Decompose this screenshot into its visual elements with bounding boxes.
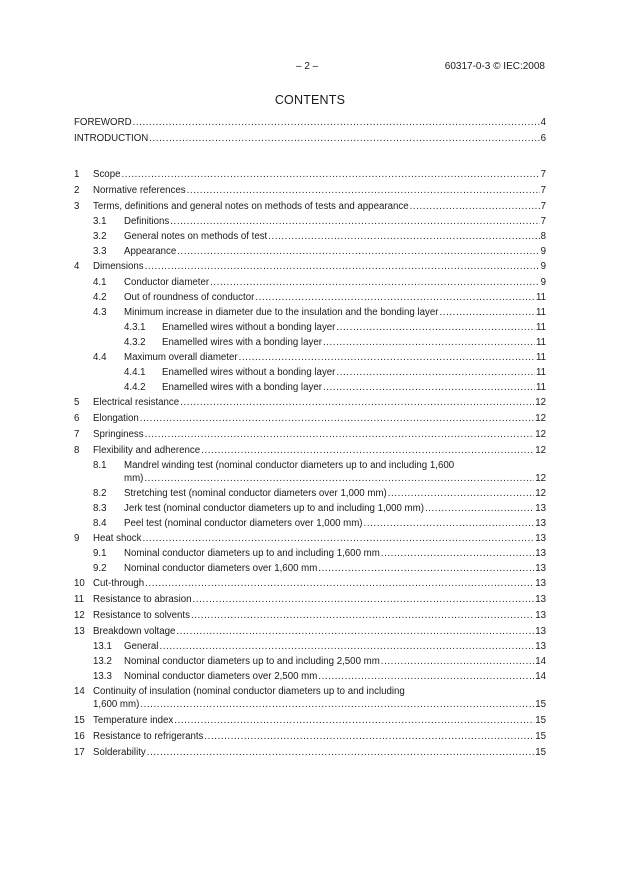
dot-leader bbox=[176, 625, 534, 638]
dot-leader bbox=[180, 396, 534, 409]
toc-entry-page: 7 bbox=[540, 185, 546, 196]
toc-entry-page: 11 bbox=[535, 367, 546, 378]
toc-entry-page: 13 bbox=[535, 533, 546, 544]
toc-entry-page: 14 bbox=[535, 671, 546, 682]
toc-entry[interactable] bbox=[74, 444, 546, 457]
toc-entry-number: 13.2 bbox=[93, 656, 112, 667]
dot-leader bbox=[255, 291, 535, 304]
toc-entry-title: Mandrel winding test (nominal conductor diameters up to and including 1,600 bbox=[124, 460, 455, 471]
toc-entry[interactable] bbox=[74, 714, 546, 727]
toc-entry[interactable] bbox=[74, 132, 546, 145]
toc-entry-title: Nominal conductor diameters up to and including 2,500 mm bbox=[124, 656, 380, 667]
toc-entry-number: 3.1 bbox=[93, 216, 107, 227]
toc-entry-number: 12 bbox=[74, 610, 85, 621]
toc-entry-number: 8.3 bbox=[93, 503, 107, 514]
toc-entry-number: 9.1 bbox=[93, 548, 107, 559]
toc-entry[interactable] bbox=[74, 351, 546, 364]
toc-entry[interactable] bbox=[74, 532, 546, 545]
toc-entry-page: 7 bbox=[540, 201, 546, 212]
toc-entry[interactable] bbox=[74, 517, 546, 530]
dot-leader bbox=[147, 746, 534, 759]
toc-entry[interactable] bbox=[74, 366, 546, 379]
toc-entry-number: 4.3 bbox=[93, 307, 107, 318]
toc-entry-title: Definitions bbox=[124, 216, 170, 227]
toc-entry-title: Elongation bbox=[93, 413, 139, 424]
dot-leader bbox=[268, 230, 539, 243]
toc-entry[interactable] bbox=[74, 487, 546, 500]
toc-entry-number: 4 bbox=[74, 261, 80, 272]
toc-entry-page: 12 bbox=[535, 473, 546, 484]
dot-leader bbox=[193, 593, 535, 606]
toc-entry-number: 4.4 bbox=[93, 352, 107, 363]
toc-entry-title: Scope bbox=[93, 169, 121, 180]
toc-entry-page: 15 bbox=[535, 731, 546, 742]
toc-entry-page: 11 bbox=[535, 292, 546, 303]
toc-entry[interactable] bbox=[74, 547, 546, 560]
toc-entry-title: Maximum overall diameter bbox=[124, 352, 238, 363]
toc-entry-number: 1 bbox=[74, 169, 80, 180]
toc-entry[interactable] bbox=[74, 562, 546, 575]
toc-entry-title: FOREWORD bbox=[74, 117, 132, 128]
toc-entry-title: Out of roundness of conductor bbox=[124, 292, 255, 303]
toc-entry-number: 15 bbox=[74, 715, 85, 726]
toc-entry[interactable] bbox=[74, 655, 546, 668]
toc-entry-number: 3.3 bbox=[93, 246, 107, 257]
toc-entry[interactable] bbox=[74, 230, 546, 243]
toc-entry-title: Jerk test (nominal conductor diameters up to and including 1,000 mm) bbox=[124, 503, 424, 514]
toc-entry-number: 4.4.1 bbox=[124, 367, 146, 378]
toc-entry[interactable] bbox=[74, 215, 546, 228]
toc-entry-number: 4.3.2 bbox=[124, 337, 146, 348]
toc-entry-page: 13 bbox=[535, 610, 546, 621]
dot-leader bbox=[210, 276, 540, 289]
dot-leader bbox=[170, 215, 539, 228]
dot-leader bbox=[239, 351, 535, 364]
toc-entry[interactable] bbox=[74, 306, 546, 319]
toc-entry[interactable] bbox=[74, 184, 546, 197]
toc-entry-title: Resistance to solvents bbox=[93, 610, 190, 621]
toc-entry-title: Enamelled wires without a bonding layer bbox=[162, 367, 336, 378]
toc-entry-page: 13 bbox=[535, 578, 546, 589]
toc-entry-page: 9 bbox=[540, 261, 546, 272]
toc-entry[interactable] bbox=[74, 640, 546, 653]
toc-entry-title: Minimum increase in diameter due to the insulation and the bonding layer bbox=[124, 307, 439, 318]
toc-entry-title: Enamelled wires with a bonding layer bbox=[162, 382, 322, 393]
dot-leader bbox=[145, 577, 534, 590]
toc-entry[interactable] bbox=[74, 730, 546, 743]
toc-entry[interactable] bbox=[74, 381, 546, 394]
toc-entry[interactable] bbox=[74, 200, 546, 213]
dot-leader bbox=[145, 428, 535, 441]
toc-entry-title: Enamelled wires without a bonding layer bbox=[162, 322, 336, 333]
toc-entry-number: 3.2 bbox=[93, 231, 107, 242]
toc-entry-number: 13 bbox=[74, 626, 85, 637]
toc-entry-page: 12 bbox=[535, 397, 546, 408]
toc-entry-number: 4.2 bbox=[93, 292, 107, 303]
dot-leader bbox=[318, 562, 534, 575]
toc-entry-number: 9 bbox=[74, 533, 80, 544]
toc-entry-page: 11 bbox=[535, 322, 546, 333]
toc-entry-number: 11 bbox=[74, 594, 85, 605]
toc-entry-title: Terms, definitions and general notes on methods of tests and appearance bbox=[93, 201, 409, 212]
toc-entry-page: 12 bbox=[535, 488, 546, 499]
toc-entry[interactable] bbox=[74, 625, 546, 638]
toc-entry-number: 7 bbox=[74, 429, 80, 440]
toc-entry-title: Peel test (nominal conductor diameters over 1,000 mm) bbox=[124, 518, 363, 529]
toc-entry-page: 6 bbox=[540, 133, 546, 144]
toc-entry[interactable] bbox=[74, 593, 546, 606]
toc-entry-title: Nominal conductor diameters up to and including 1,600 mm bbox=[124, 548, 380, 559]
toc-entry-number: 8.4 bbox=[93, 518, 107, 529]
dot-leader bbox=[364, 517, 535, 530]
toc-entry-page: 13 bbox=[535, 626, 546, 637]
toc-entry-page: 11 bbox=[535, 382, 546, 393]
toc-entry-title: Resistance to abrasion bbox=[93, 594, 192, 605]
dot-leader bbox=[410, 200, 540, 213]
toc-entry-page: 8 bbox=[540, 231, 546, 242]
toc-entry-number: 14 bbox=[74, 686, 85, 697]
standard-reference: 60317-0-3 © IEC:2008 bbox=[444, 61, 545, 72]
toc-entry-number: 4.4.2 bbox=[124, 382, 146, 393]
toc-entry-title: INTRODUCTION bbox=[74, 133, 149, 144]
dot-leader bbox=[140, 698, 534, 711]
table-of-contents bbox=[74, 116, 546, 759]
toc-entry-page: 15 bbox=[535, 699, 546, 710]
toc-entry[interactable] bbox=[74, 116, 546, 129]
toc-entry-title: Stretching test (nominal conductor diameters over 1,000 mm) bbox=[124, 488, 387, 499]
toc-entry-title: Nominal conductor diameters over 2,500 mm bbox=[124, 671, 318, 682]
toc-entry-title-continued: mm) bbox=[124, 473, 144, 484]
toc-entry-page: 13 bbox=[535, 548, 546, 559]
toc-entry-title: Continuity of insulation (nominal conductor diameters up to and including bbox=[93, 686, 405, 697]
dot-leader bbox=[159, 640, 534, 653]
toc-entry-title: Normative references bbox=[93, 185, 186, 196]
toc-entry-page: 7 bbox=[540, 216, 546, 227]
dot-leader bbox=[381, 655, 534, 668]
toc-entry-page: 13 bbox=[535, 594, 546, 605]
toc-entry[interactable] bbox=[74, 168, 546, 181]
toc-entry-page: 11 bbox=[535, 337, 546, 348]
toc-entry[interactable] bbox=[74, 336, 546, 349]
toc-entry[interactable] bbox=[74, 459, 546, 485]
toc-entry[interactable] bbox=[74, 685, 546, 711]
dot-leader bbox=[145, 260, 540, 273]
toc-entry-number: 16 bbox=[74, 731, 85, 742]
toc-entry[interactable] bbox=[74, 276, 546, 289]
toc-entry-page: 13 bbox=[535, 518, 546, 529]
toc-entry-title: General bbox=[124, 641, 159, 652]
toc-entry-title: Heat shock bbox=[93, 533, 142, 544]
toc-entry-number: 8.2 bbox=[93, 488, 107, 499]
toc-entry-page: 12 bbox=[535, 429, 546, 440]
toc-entry-title: Cut-through bbox=[93, 578, 145, 589]
toc-entry-title: General notes on methods of test bbox=[124, 231, 268, 242]
toc-entry-page: 9 bbox=[540, 277, 546, 288]
dot-leader bbox=[381, 547, 534, 560]
toc-entry-page: 15 bbox=[535, 747, 546, 758]
toc-entry[interactable] bbox=[74, 321, 546, 334]
toc-entry-title: Resistance to refrigerants bbox=[93, 731, 204, 742]
toc-entry-page: 13 bbox=[535, 563, 546, 574]
toc-entry[interactable] bbox=[74, 609, 546, 622]
dot-leader bbox=[323, 381, 535, 394]
toc-entry[interactable] bbox=[74, 291, 546, 304]
toc-entry-title: Nominal conductor diameters over 1,600 mm bbox=[124, 563, 318, 574]
dot-leader bbox=[318, 670, 534, 683]
toc-entry-page: 11 bbox=[535, 307, 546, 318]
toc-entry-number: 13.1 bbox=[93, 641, 112, 652]
dot-leader bbox=[140, 412, 534, 425]
dot-leader bbox=[336, 366, 535, 379]
dot-leader bbox=[204, 730, 534, 743]
dot-leader bbox=[142, 532, 534, 545]
toc-entry-title-continued: 1,600 mm) bbox=[93, 699, 140, 710]
toc-entry[interactable] bbox=[74, 502, 546, 515]
toc-entry-number: 17 bbox=[74, 747, 85, 758]
dot-leader bbox=[133, 116, 540, 129]
toc-entry-page: 15 bbox=[535, 715, 546, 726]
toc-entry-number: 8.1 bbox=[93, 460, 107, 471]
toc-entry-title: Dimensions bbox=[93, 261, 144, 272]
dot-leader bbox=[149, 132, 539, 145]
toc-entry-number: 13.3 bbox=[93, 671, 112, 682]
toc-entry[interactable] bbox=[74, 428, 546, 441]
dot-leader bbox=[121, 168, 539, 181]
toc-entry[interactable] bbox=[74, 670, 546, 683]
toc-entry-number: 10 bbox=[74, 578, 85, 589]
toc-entry-title: Solderability bbox=[93, 747, 146, 758]
toc-entry[interactable] bbox=[74, 412, 546, 425]
toc-entry-page: 12 bbox=[535, 413, 546, 424]
toc-entry-number: 8 bbox=[74, 445, 80, 456]
toc-entry-title: Springiness bbox=[93, 429, 144, 440]
toc-entry-title: Flexibility and adherence bbox=[93, 445, 201, 456]
toc-entry-page: 11 bbox=[535, 352, 546, 363]
toc-entry-page: 4 bbox=[540, 117, 546, 128]
toc-entry[interactable] bbox=[74, 746, 546, 759]
dot-leader bbox=[144, 472, 534, 485]
toc-entry-title: Appearance bbox=[124, 246, 177, 257]
dot-leader bbox=[336, 321, 535, 334]
toc-entry-number: 5 bbox=[74, 397, 80, 408]
toc-entry-number: 4.3.1 bbox=[124, 322, 146, 333]
dot-leader bbox=[191, 609, 534, 622]
dot-leader bbox=[388, 487, 534, 500]
toc-entry-title: Enamelled wires with a bonding layer bbox=[162, 337, 322, 348]
toc-entry-page: 12 bbox=[535, 445, 546, 456]
toc-entry[interactable] bbox=[74, 577, 546, 590]
toc-entry-title: Breakdown voltage bbox=[93, 626, 176, 637]
dot-leader bbox=[201, 444, 534, 457]
dot-leader bbox=[440, 306, 535, 319]
toc-entry[interactable] bbox=[74, 245, 546, 258]
toc-entry-page: 13 bbox=[535, 503, 546, 514]
page-number: – 2 – bbox=[296, 61, 319, 72]
toc-entry-page: 9 bbox=[540, 246, 546, 257]
toc-entry-page: 7 bbox=[540, 169, 546, 180]
toc-entry-title: Temperature index bbox=[93, 715, 174, 726]
toc-entry-number: 4.1 bbox=[93, 277, 107, 288]
toc-entry-number: 3 bbox=[74, 201, 80, 212]
dot-leader bbox=[323, 336, 535, 349]
toc-entry[interactable] bbox=[74, 260, 546, 273]
toc-entry[interactable] bbox=[74, 396, 546, 409]
toc-entry-title: Conductor diameter bbox=[124, 277, 210, 288]
toc-entry-number: 6 bbox=[74, 413, 80, 424]
toc-entry-title: Electrical resistance bbox=[93, 397, 180, 408]
toc-entry-number: 2 bbox=[74, 185, 80, 196]
dot-leader bbox=[425, 502, 534, 515]
dot-leader bbox=[174, 714, 534, 727]
toc-entry-number: 9.2 bbox=[93, 563, 107, 574]
dot-leader bbox=[187, 184, 540, 197]
page-title: CONTENTS bbox=[274, 93, 346, 107]
toc-entry-page: 14 bbox=[535, 656, 546, 667]
toc-entry-page: 13 bbox=[535, 641, 546, 652]
dot-leader bbox=[177, 245, 539, 258]
